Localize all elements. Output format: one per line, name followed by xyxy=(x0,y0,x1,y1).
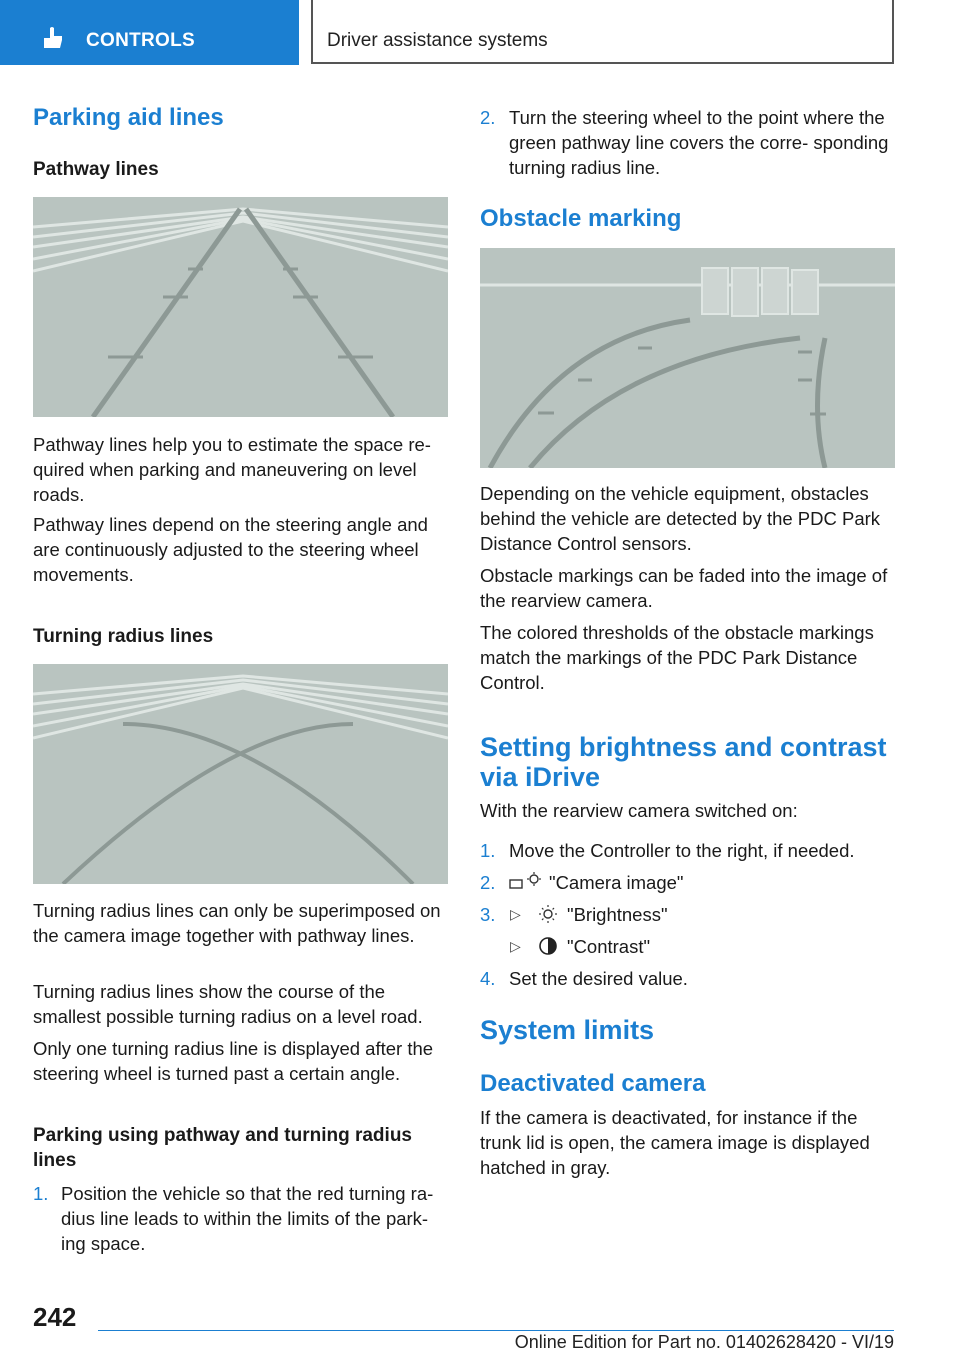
heading-system-limits: System limits xyxy=(480,1015,655,1045)
pathway-lines-figure xyxy=(33,197,448,417)
step-number: 2. xyxy=(480,107,496,128)
step-text: Turn the steering wheel to the point where the green pathway line covers the corre‑ sponding turning radius line. xyxy=(509,107,889,178)
list-item-step-1 xyxy=(480,838,895,863)
turning-paragraph-2: Turning radius lines show the course of the smallest possible turning radius on a level road. xyxy=(33,981,423,1027)
step-text: Position the vehicle so that the red turning ra‑ dius line leads to within the limits of the park‑ ing space. xyxy=(61,1183,434,1254)
turning-paragraph-3: Only one turning radius line is displayed after the steering wheel is turned past a certain angle. xyxy=(33,1038,434,1084)
step-text: "Camera image" xyxy=(549,872,684,893)
section-label: CONTROLS xyxy=(86,30,196,51)
obstacle-paragraph-1: Depending on the vehicle equipment, obstacles behind the vehicle are detected by the PDC Park Distance Control sensors. xyxy=(480,483,881,554)
step-text: "Brightness" xyxy=(567,904,668,925)
heading-parking-using-lines: Parking using pathway and turning radius lines xyxy=(33,1125,412,1171)
step-number: 1. xyxy=(480,840,496,861)
deactivated-paragraph: If the camera is deactivated, for instance if the trunk lid is open, the camera image is displayed hatched in gray. xyxy=(480,1107,870,1178)
triangle-bullet-icon: ▷ xyxy=(510,906,521,922)
list-item-step-2 xyxy=(480,105,895,180)
step-text: "Contrast" xyxy=(567,936,651,957)
heading-pathway-lines: Pathway lines xyxy=(33,159,159,180)
step-text: Set the desired value. xyxy=(509,968,688,989)
turning-paragraph-1: Turning radius lines can only be superimposed on the camera image together with pathway lines. xyxy=(33,900,441,946)
heading-obstacle-marking: Obstacle marking xyxy=(480,205,682,232)
obstacle-paragraph-3: The colored thresholds of the obstacle markings match the markings of the PDC Park Distance Control. xyxy=(480,622,874,693)
list-item-step-2 xyxy=(480,870,895,895)
footer-edition: Online Edition for Part no. 01402628420 - VI/19 xyxy=(514,1332,894,1352)
section-tab[interactable] xyxy=(0,0,299,65)
step-number: 4. xyxy=(480,968,496,989)
heading-deactivated-camera: Deactivated camera xyxy=(480,1070,706,1097)
list-item-step-3b xyxy=(480,934,895,959)
heading-turning-radius-lines: Turning radius lines xyxy=(33,626,214,647)
list-item-step-1 xyxy=(33,1181,448,1256)
camera-settings-icon xyxy=(508,870,544,900)
hand-pointer-icon xyxy=(40,26,66,55)
pathway-paragraph-2: Pathway lines depend on the steering angle and are continuously adjusted to the steering wheel movements. xyxy=(33,514,428,585)
step-number: 2. xyxy=(480,872,496,893)
brightness-icon xyxy=(538,904,558,930)
step-number: 1. xyxy=(33,1183,49,1204)
heading-brightness-contrast: Setting brightness and contrast via iDrive xyxy=(480,732,887,792)
step-number: 3. xyxy=(480,904,496,925)
heading-parking-aid-lines: Parking aid lines xyxy=(33,104,224,131)
obstacle-paragraph-2: Obstacle markings can be faded into the image of the rearview camera. xyxy=(480,565,888,611)
turning-radius-figure xyxy=(33,664,448,884)
step-text: Move the Controller to the right, if needed. xyxy=(509,840,855,861)
chapter-header xyxy=(311,0,894,64)
list-item-step-4 xyxy=(480,966,895,991)
pathway-paragraph-1: Pathway lines help you to estimate the space re‑ quired when parking and maneuvering on level roads. xyxy=(33,434,431,505)
triangle-bullet-icon: ▷ xyxy=(510,938,521,954)
footer-divider xyxy=(98,1330,894,1331)
list-item-step-3 xyxy=(480,902,895,927)
brightness-intro: With the rearview camera switched on: xyxy=(480,800,798,821)
page-number: 242 xyxy=(33,1302,77,1332)
contrast-icon xyxy=(538,936,558,962)
chapter-title: Driver assistance systems xyxy=(327,30,548,51)
obstacle-marking-figure xyxy=(480,248,895,468)
